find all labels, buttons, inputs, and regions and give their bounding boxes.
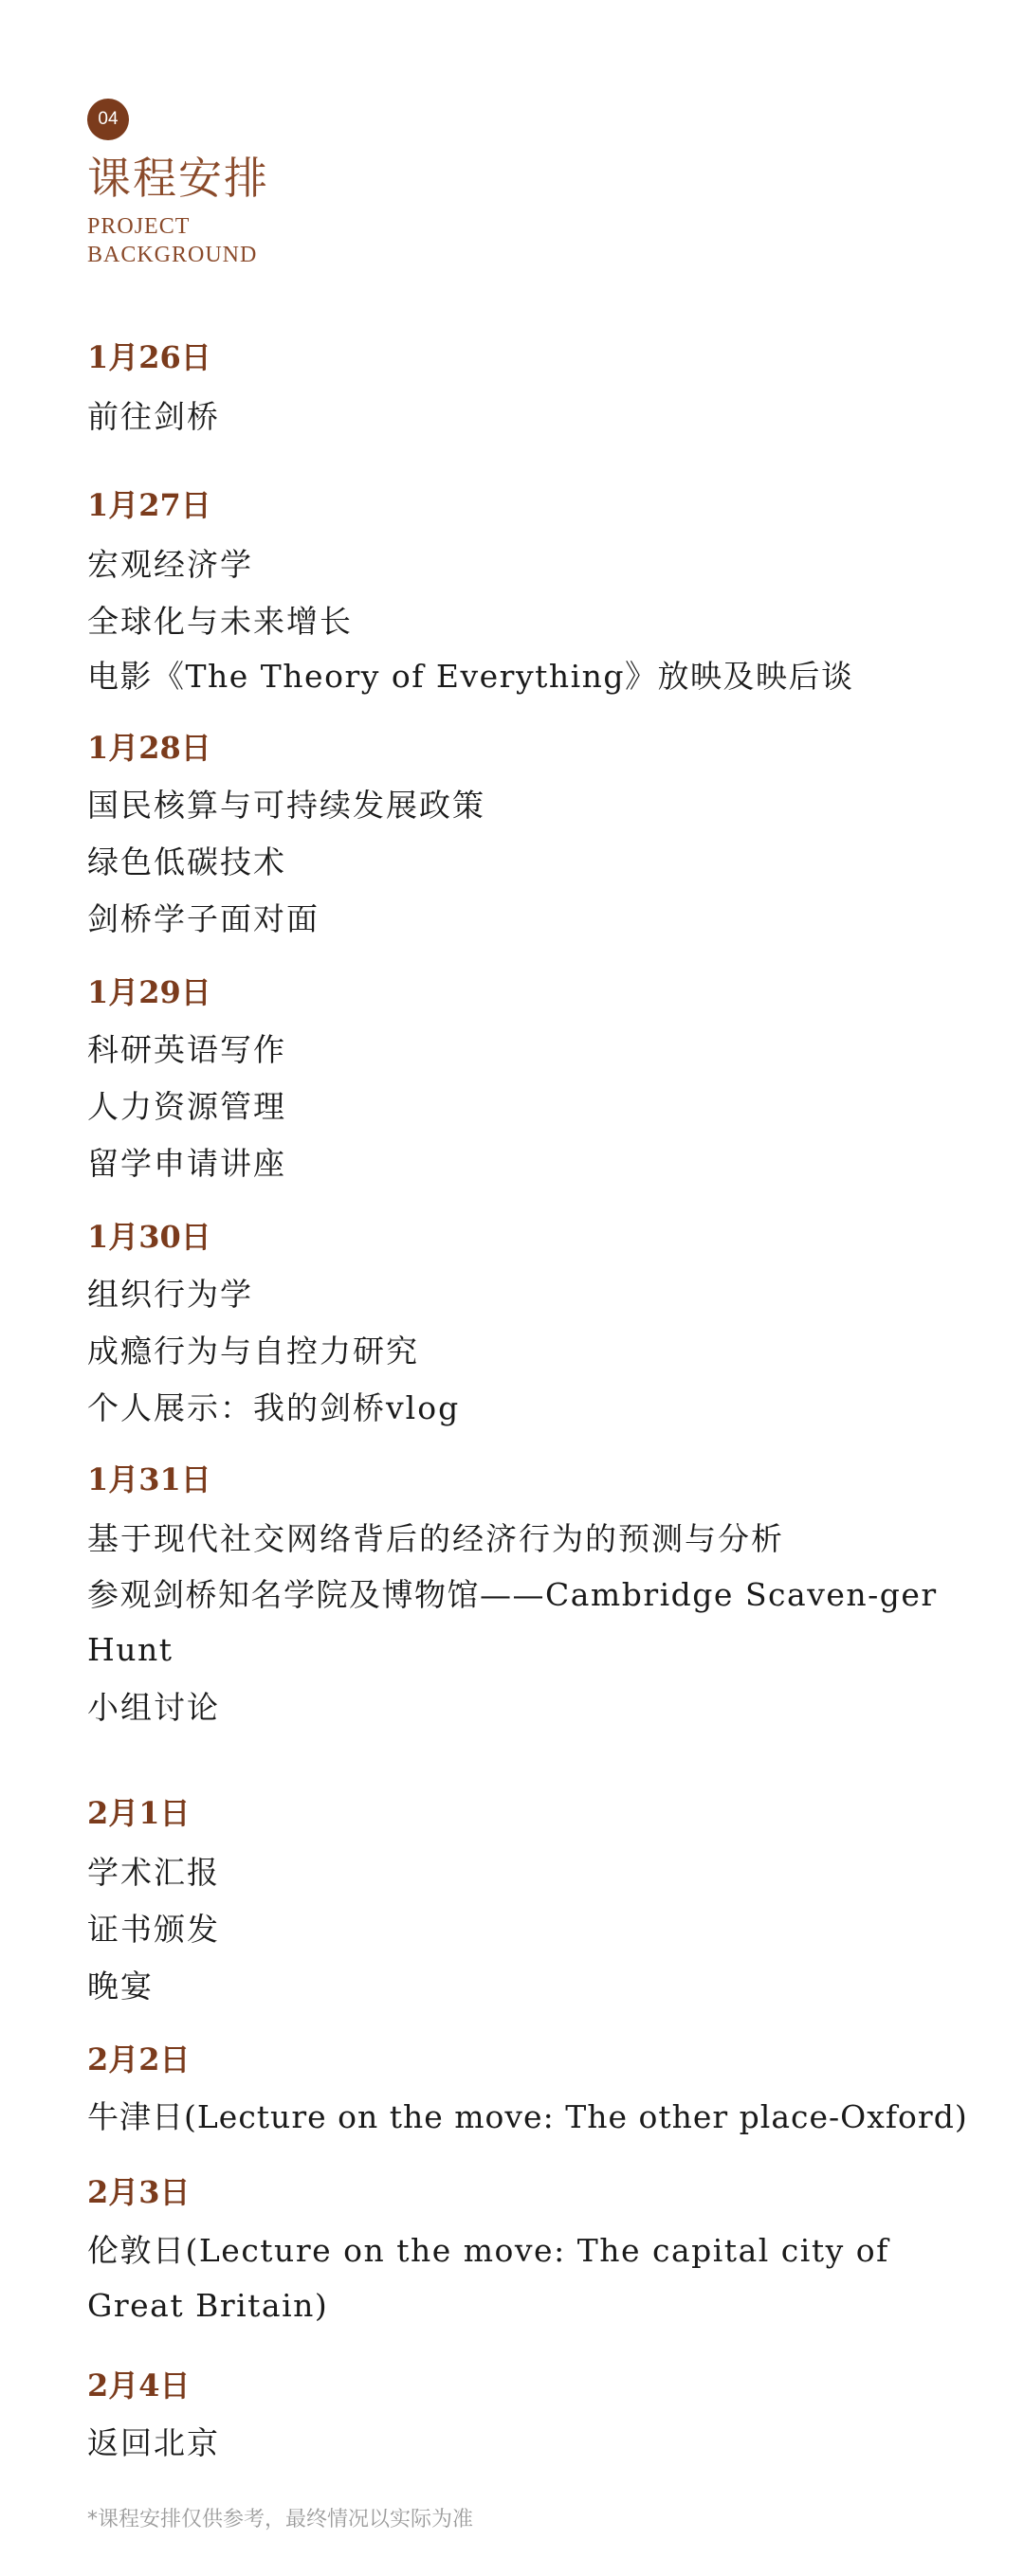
schedule-date: 1月28日 — [87, 730, 211, 766]
section-number-badge: 04 — [87, 99, 129, 140]
schedule-item: 晚宴 — [87, 1968, 154, 2005]
schedule-date: 1月31日 — [87, 1461, 211, 1497]
schedule-item: 国民核算与可持续发展政策 — [87, 787, 485, 824]
subtitle-line-2: BACKGROUND — [87, 243, 258, 267]
schedule-item: 宏观经济学 — [87, 546, 253, 583]
schedule-item: 基于现代社交网络背后的经济行为的预测与分析 — [87, 1520, 784, 1557]
schedule-date: 2月4日 — [87, 2367, 191, 2404]
schedule-date: 1月29日 — [87, 974, 211, 1010]
schedule-item: 牛津日(Lecture on the move: The other place-Oxford) — [87, 2098, 968, 2135]
schedule-item: 返回北京 — [87, 2424, 220, 2461]
schedule-item: 小组讨论 — [87, 1689, 220, 1726]
schedule-item: 科研英语写作 — [87, 1031, 286, 1068]
section-subtitle — [87, 212, 372, 269]
schedule-item: 留学申请讲座 — [87, 1145, 286, 1182]
schedule-item: 个人展示：我的剑桥vlog — [87, 1389, 461, 1426]
schedule-item: 组织行为学 — [87, 1276, 253, 1313]
schedule-date: 1月27日 — [87, 487, 211, 523]
schedule-date: 1月30日 — [87, 1219, 211, 1255]
schedule-item: 成瘾行为与自控力研究 — [87, 1333, 419, 1370]
schedule-item: 全球化与未来增长 — [87, 603, 353, 640]
schedule-date: 2月2日 — [87, 2041, 191, 2077]
schedule-date: 2月1日 — [87, 1795, 191, 1831]
schedule-item: 人力资源管理 — [87, 1088, 286, 1125]
schedule-date: 1月26日 — [87, 339, 211, 375]
section-title: 课程安排 — [87, 153, 269, 204]
subtitle-line-1: PROJECT — [87, 214, 191, 239]
schedule-item: 绿色低碳技术 — [87, 844, 286, 880]
schedule-item: 电影《The Theory of Everything》放映及映后谈 — [87, 658, 854, 695]
schedule-date: 2月3日 — [87, 2174, 191, 2210]
schedule-item: 剑桥学子面对面 — [87, 900, 320, 937]
schedule-item: 前往剑桥 — [87, 398, 220, 435]
schedule-item: 学术汇报 — [87, 1854, 220, 1891]
schedule-item: 证书颁发 — [87, 1911, 220, 1948]
schedule-item: 参观剑桥知名学院及博物馆——Cambridge Scaven-ger Hunt — [87, 1576, 938, 1668]
schedule-item: 伦敦日(Lecture on the move: The capital city of Great Britain) — [87, 2232, 889, 2324]
disclaimer-note: *课程安排仅供参考，最终情况以实际为准 — [87, 2508, 474, 2531]
